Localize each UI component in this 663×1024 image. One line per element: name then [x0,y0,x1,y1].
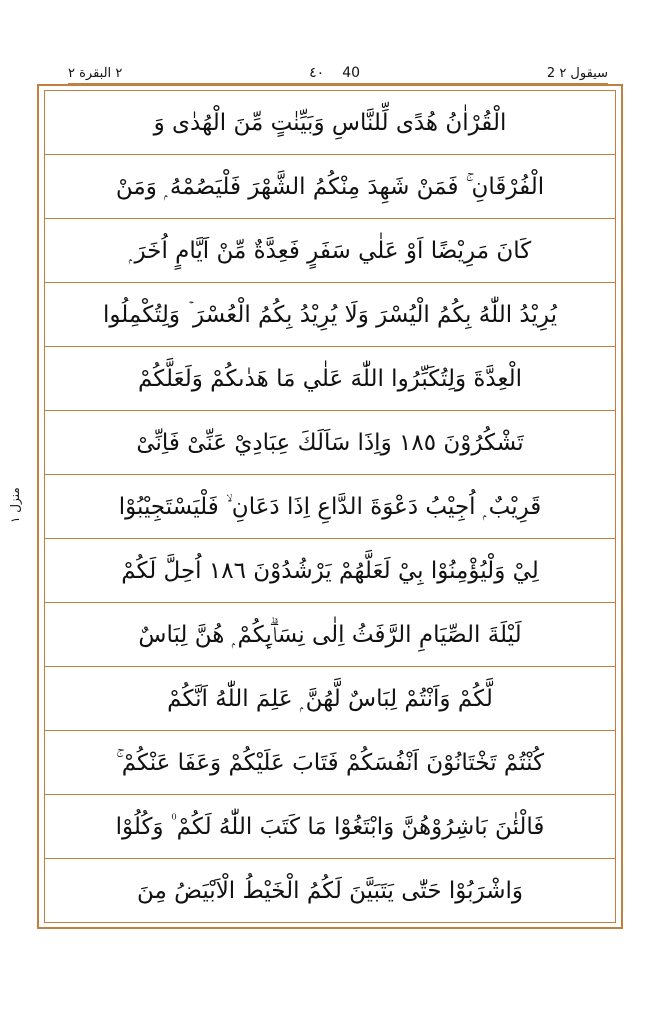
verse-text: الْفُرْقَانِ ۚ فَمَنْ شَهِدَ مِنْكُمُ الشَّهْرَ فَلْيَصُمْهُ ۭ وَمَنْ [115,173,545,200]
verse-text: الْعِدَّةَ وَلِتُكَبِّرُوا اللّٰهَ عَلٰي مَا هَدٰىكُمْ وَلَعَلَّكُمْ [138,365,522,392]
text-line [45,795,615,859]
verse-text: الْقُرْاٰنُ هُدًى لِّلنَّاسِ وَبَيِّنٰتٍ مِّنَ الْهُدٰى وَ [153,109,507,136]
text-line [45,539,615,603]
verse-text: لَيْلَةَ الصِّيَامِ الرَّفَثُ اِلٰى نِسَاۗىِٕكُمْ ۭ هُنَّ لِبَاسٌ [138,621,522,648]
text-line [45,731,615,795]
verse-text: كَانَ مَرِيْضًا اَوْ عَلٰي سَفَرٍ فَعِدَّةٌ مِّنْ اَيَّامٍ اُخَرَ ۭ [128,237,532,264]
verse-text: لَّكُمْ وَاَنْتُمْ لِبَاسٌ لَّهُنَّ ۭ عَلِمَ اللّٰهُ اَنَّكُمْ [167,685,493,712]
text-line [45,603,615,667]
para-name: سیقول ٢ 2 [546,65,608,81]
verse-text: تَشْكُرُوْنَ ١٨٥ وَاِذَا سَاَلَكَ عِبَادِيْ عَنِّىْ فَاِنِّىْ [136,429,524,456]
text-line [45,667,615,731]
surah-name: ٢ البقرة ٢ [68,65,123,81]
verse-text: فَالْئٰنَ بَاشِرُوْهُنَّ وَابْتَغُوْا مَا كَتَبَ اللّٰهُ لَكُمْ ۠ وَكُلُوْا [115,813,545,840]
page-number-arabic: ٤٠ [309,65,325,81]
text-block [45,91,615,922]
text-line [45,859,615,922]
page-number: 40 [342,65,361,81]
verse-text: كُنْتُمْ تَخْتَانُوْنَ اَنْفُسَكُمْ فَتَابَ عَلَيْكُمْ وَعَفَا عَنْكُمْ ۚ [115,749,545,776]
page-number-group [309,65,360,81]
page-header [68,62,608,84]
text-line [45,283,615,347]
verse-text: وَاشْرَبُوْا حَتّٰى يَتَبَيَّنَ لَكُمُ الْخَيْطُ الْاَبْيَضُ مِنَ [137,877,523,904]
text-line [45,411,615,475]
text-line [45,155,615,219]
text-line [45,91,615,155]
verse-text: يُرِيْدُ اللّٰهُ بِكُمُ الْيُسْرَ وَلَا يُرِيْدُ بِكُمُ الْعُسْرَ ۡ وَلِتُكْمِلُوا [103,301,557,328]
verse-text: لِيْ وَلْيُؤْمِنُوْا بِيْ لَعَلَّهُمْ يَرْشُدُوْنَ ١٨٦ اُحِلَّ لَكُمْ [121,557,539,584]
text-line [45,219,615,283]
manzil-label: منزل ١ [8,487,22,523]
verse-text: قَرِيْبٌ ۭ اُجِيْبُ دَعْوَةَ الدَّاعِ اِذَا دَعَانِ ۙ فَلْيَسْتَجِيْبُوْا [118,493,542,520]
text-line [45,347,615,411]
text-line [45,475,615,539]
